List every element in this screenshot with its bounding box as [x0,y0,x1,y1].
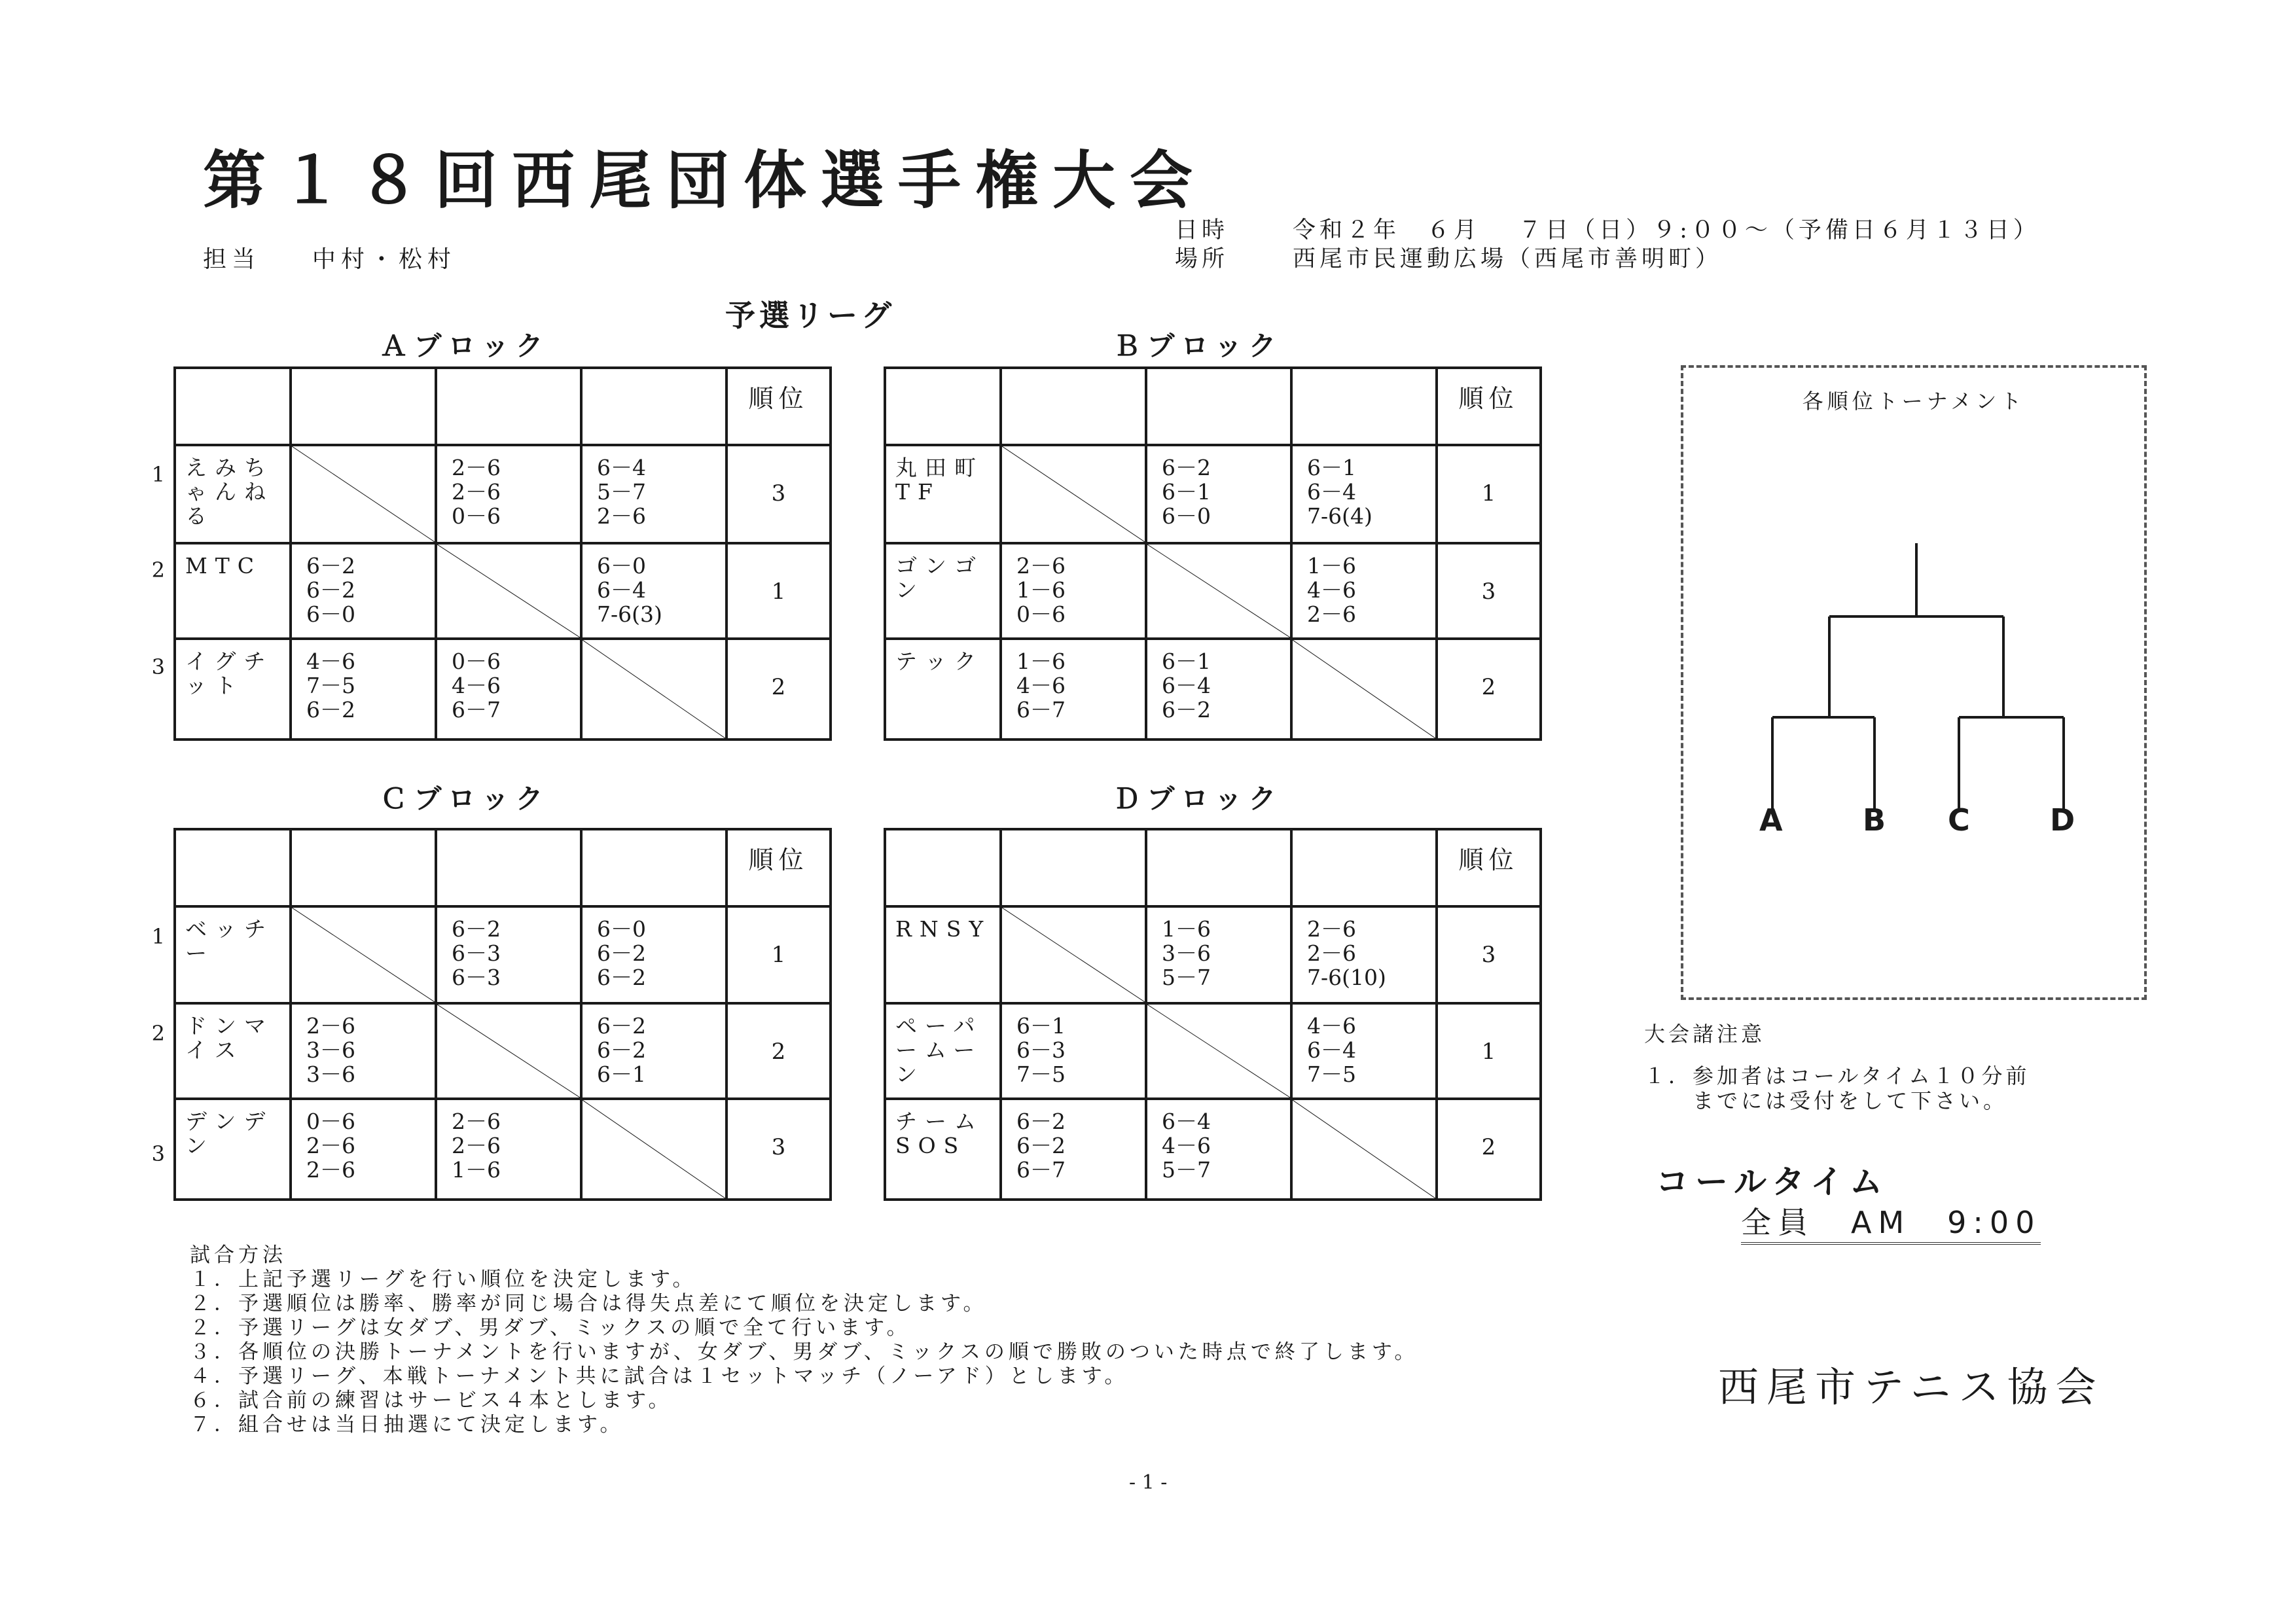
team-name: ドンマイス [185,1013,274,1063]
notes-line: までには受付をして下さい。 [1644,1088,2008,1113]
team-name: 丸田町TF [895,455,984,505]
diagonal-cell [291,445,436,543]
match-score: 6－4 5－7 2－6 [597,455,646,529]
method-line: ４．予選リーグ、本戦トーナメント共に試合は１セットマッチ（ノーアド）とします。 [190,1364,1129,1388]
diagonal-cell [581,639,726,740]
league-title: 予選リーグ [725,298,895,333]
page-number: - 1 - [1129,1471,1168,1494]
block-c-title: Ｃブロック [380,783,550,815]
block-b-table [884,366,1542,741]
organizer-label: 担当 [203,246,261,273]
rank-value: 1 [771,579,786,605]
team-name: デンデン [185,1109,274,1158]
match-score: 2－6 2－6 0－6 [452,455,501,529]
block-c-table [173,828,832,1201]
diagonal-cell [1291,1099,1437,1200]
method-line: ２．予選順位は勝率、勝率が同じ場合は得失点差にて順位を決定します。 [190,1292,988,1315]
diagonal-cell [291,906,436,1003]
team-name: チームSOS [895,1109,984,1158]
team-name: ペーパームーン [895,1013,983,1087]
block-a-table [173,366,832,741]
match-score: 6－0 6－2 6－2 [597,916,646,990]
notes-line: １．参加者はコールタイム１０分前 [1644,1063,2030,1088]
match-score: 1－6 4－6 2－6 [1307,553,1356,627]
row-number: 2 [151,558,165,582]
match-score: 6－2 6－3 6－3 [452,916,501,990]
page-title: 第１８回西尾団体選手権大会 [203,143,1207,217]
match-score: 1－6 4－6 6－7 [1016,649,1066,722]
rank-value: 1 [771,942,786,968]
calltime-value: 全員 AM 9:00 [1741,1199,2041,1245]
notes-item [1644,1063,2030,1113]
rank-header: 順位 [1458,384,1519,413]
match-score: 2－6 2－6 7-6(10) [1307,916,1386,990]
diagonal-cell [1146,1003,1291,1099]
notes-title: 大会諸注意 [1644,1022,1766,1046]
match-score: 6－1 6－4 6－2 [1162,649,1211,722]
match-score: 6－4 4－6 5－7 [1162,1109,1211,1183]
diagonal-cell [581,1099,726,1200]
row-number: 1 [151,924,165,949]
diagonal-cell [436,543,581,639]
method-line: ７．組合せは当日抽選にて決定します。 [190,1413,624,1436]
team-name: ベッチー [185,916,274,966]
rank-header: 順位 [748,846,809,874]
match-score: 2－6 1－6 0－6 [1016,553,1066,627]
team-name: MTC [185,553,262,579]
match-score: 1－6 3－6 5－7 [1162,916,1211,990]
tournament-bracket [1681,365,2147,1000]
block-b-title: Ｂブロック [1113,330,1283,362]
match-score: 6－2 6－1 6－0 [1162,455,1211,529]
diagonal-cell [1001,445,1146,543]
organizer-value: 中村・松村 [312,246,456,273]
place-label: 場所 [1175,246,1229,272]
method-line: ６．試合前の練習はサービス４本とします。 [190,1389,673,1412]
row-number: 3 [151,654,165,679]
match-score: 4－6 7－5 6－2 [306,649,355,722]
rank-value: 2 [771,1039,786,1065]
row-number: 1 [151,462,165,487]
block-d-table [884,828,1542,1201]
bracket-label-c: C [1948,802,1970,838]
block-a-title: Ａブロック [380,330,550,362]
rank-value: 3 [1481,942,1496,968]
diagonal-cell [1146,543,1291,639]
calltime-label: コールタイム [1656,1163,1889,1201]
method-line: ２．予選リーグは女ダブ、男ダブ、ミックスの順で全て行います。 [190,1316,911,1340]
match-score: 6－2 6－2 6－0 [306,553,355,627]
rank-value: 2 [771,674,786,700]
association-name: 西尾市テニス協会 [1718,1363,2104,1411]
rank-header: 順位 [1458,846,1519,874]
match-score: 2－6 3－6 3－6 [306,1013,355,1087]
place-value: 西尾市民運動広場（西尾市善明町） [1293,246,1723,272]
match-score: 4－6 6－4 7－5 [1307,1013,1356,1087]
match-score: 6－0 6－4 7-6(3) [597,553,662,627]
rank-header: 順位 [748,384,809,413]
team-name: イグチット [185,649,274,698]
diagonal-cell [1291,639,1437,740]
match-score: 2－6 2－6 1－6 [452,1109,501,1183]
bracket-label-d: D [2050,802,2075,838]
match-score: 6－1 6－4 7-6(4) [1307,455,1372,529]
rank-value: 3 [771,1134,786,1160]
method-title: 試合方法 [190,1243,287,1267]
rank-value: 1 [1481,480,1496,507]
date-value: 令和２年 ６月 ７日（日）９:００～（予備日６月１３日） [1293,217,2040,243]
organizer-line [203,241,456,274]
team-name: テック [895,649,984,674]
diagonal-cell [436,1003,581,1099]
event-info [1175,216,2040,274]
team-name: えみちゃんねる [185,455,274,529]
match-score: 0－6 4－6 6－7 [452,649,501,722]
tournament-title: 各順位トーナメント [1802,389,2026,414]
match-score: 6－1 6－3 7－5 [1016,1013,1066,1087]
rank-value: 2 [1481,674,1496,700]
match-score: 6－2 6－2 6－7 [1016,1109,1066,1183]
row-number: 3 [151,1141,165,1166]
block-d-title: Ｄブロック [1113,783,1283,815]
rank-value: 2 [1481,1134,1496,1160]
team-name: ゴンゴン [895,553,984,603]
rank-value: 1 [1481,1039,1496,1065]
match-score: 6－2 6－2 6－1 [597,1013,646,1087]
row-number: 2 [151,1021,165,1046]
match-method [190,1243,1418,1437]
team-name: RNSY [895,916,992,942]
method-line: １．上記予選リーグを行い順位を決定します。 [190,1268,697,1291]
rank-value: 3 [1481,579,1496,605]
method-line: ３．各順位の決勝トーナメントを行いますが、女ダブ、男ダブ、ミックスの順で勝敗のついた時点で終了します。 [190,1340,1419,1364]
bracket-label-a: A [1759,802,1783,838]
rank-value: 3 [771,480,786,507]
diagonal-cell [1001,906,1146,1003]
date-label: 日時 [1175,217,1229,243]
match-score: 0－6 2－6 2－6 [306,1109,355,1183]
bracket-label-b: B [1863,802,1886,838]
